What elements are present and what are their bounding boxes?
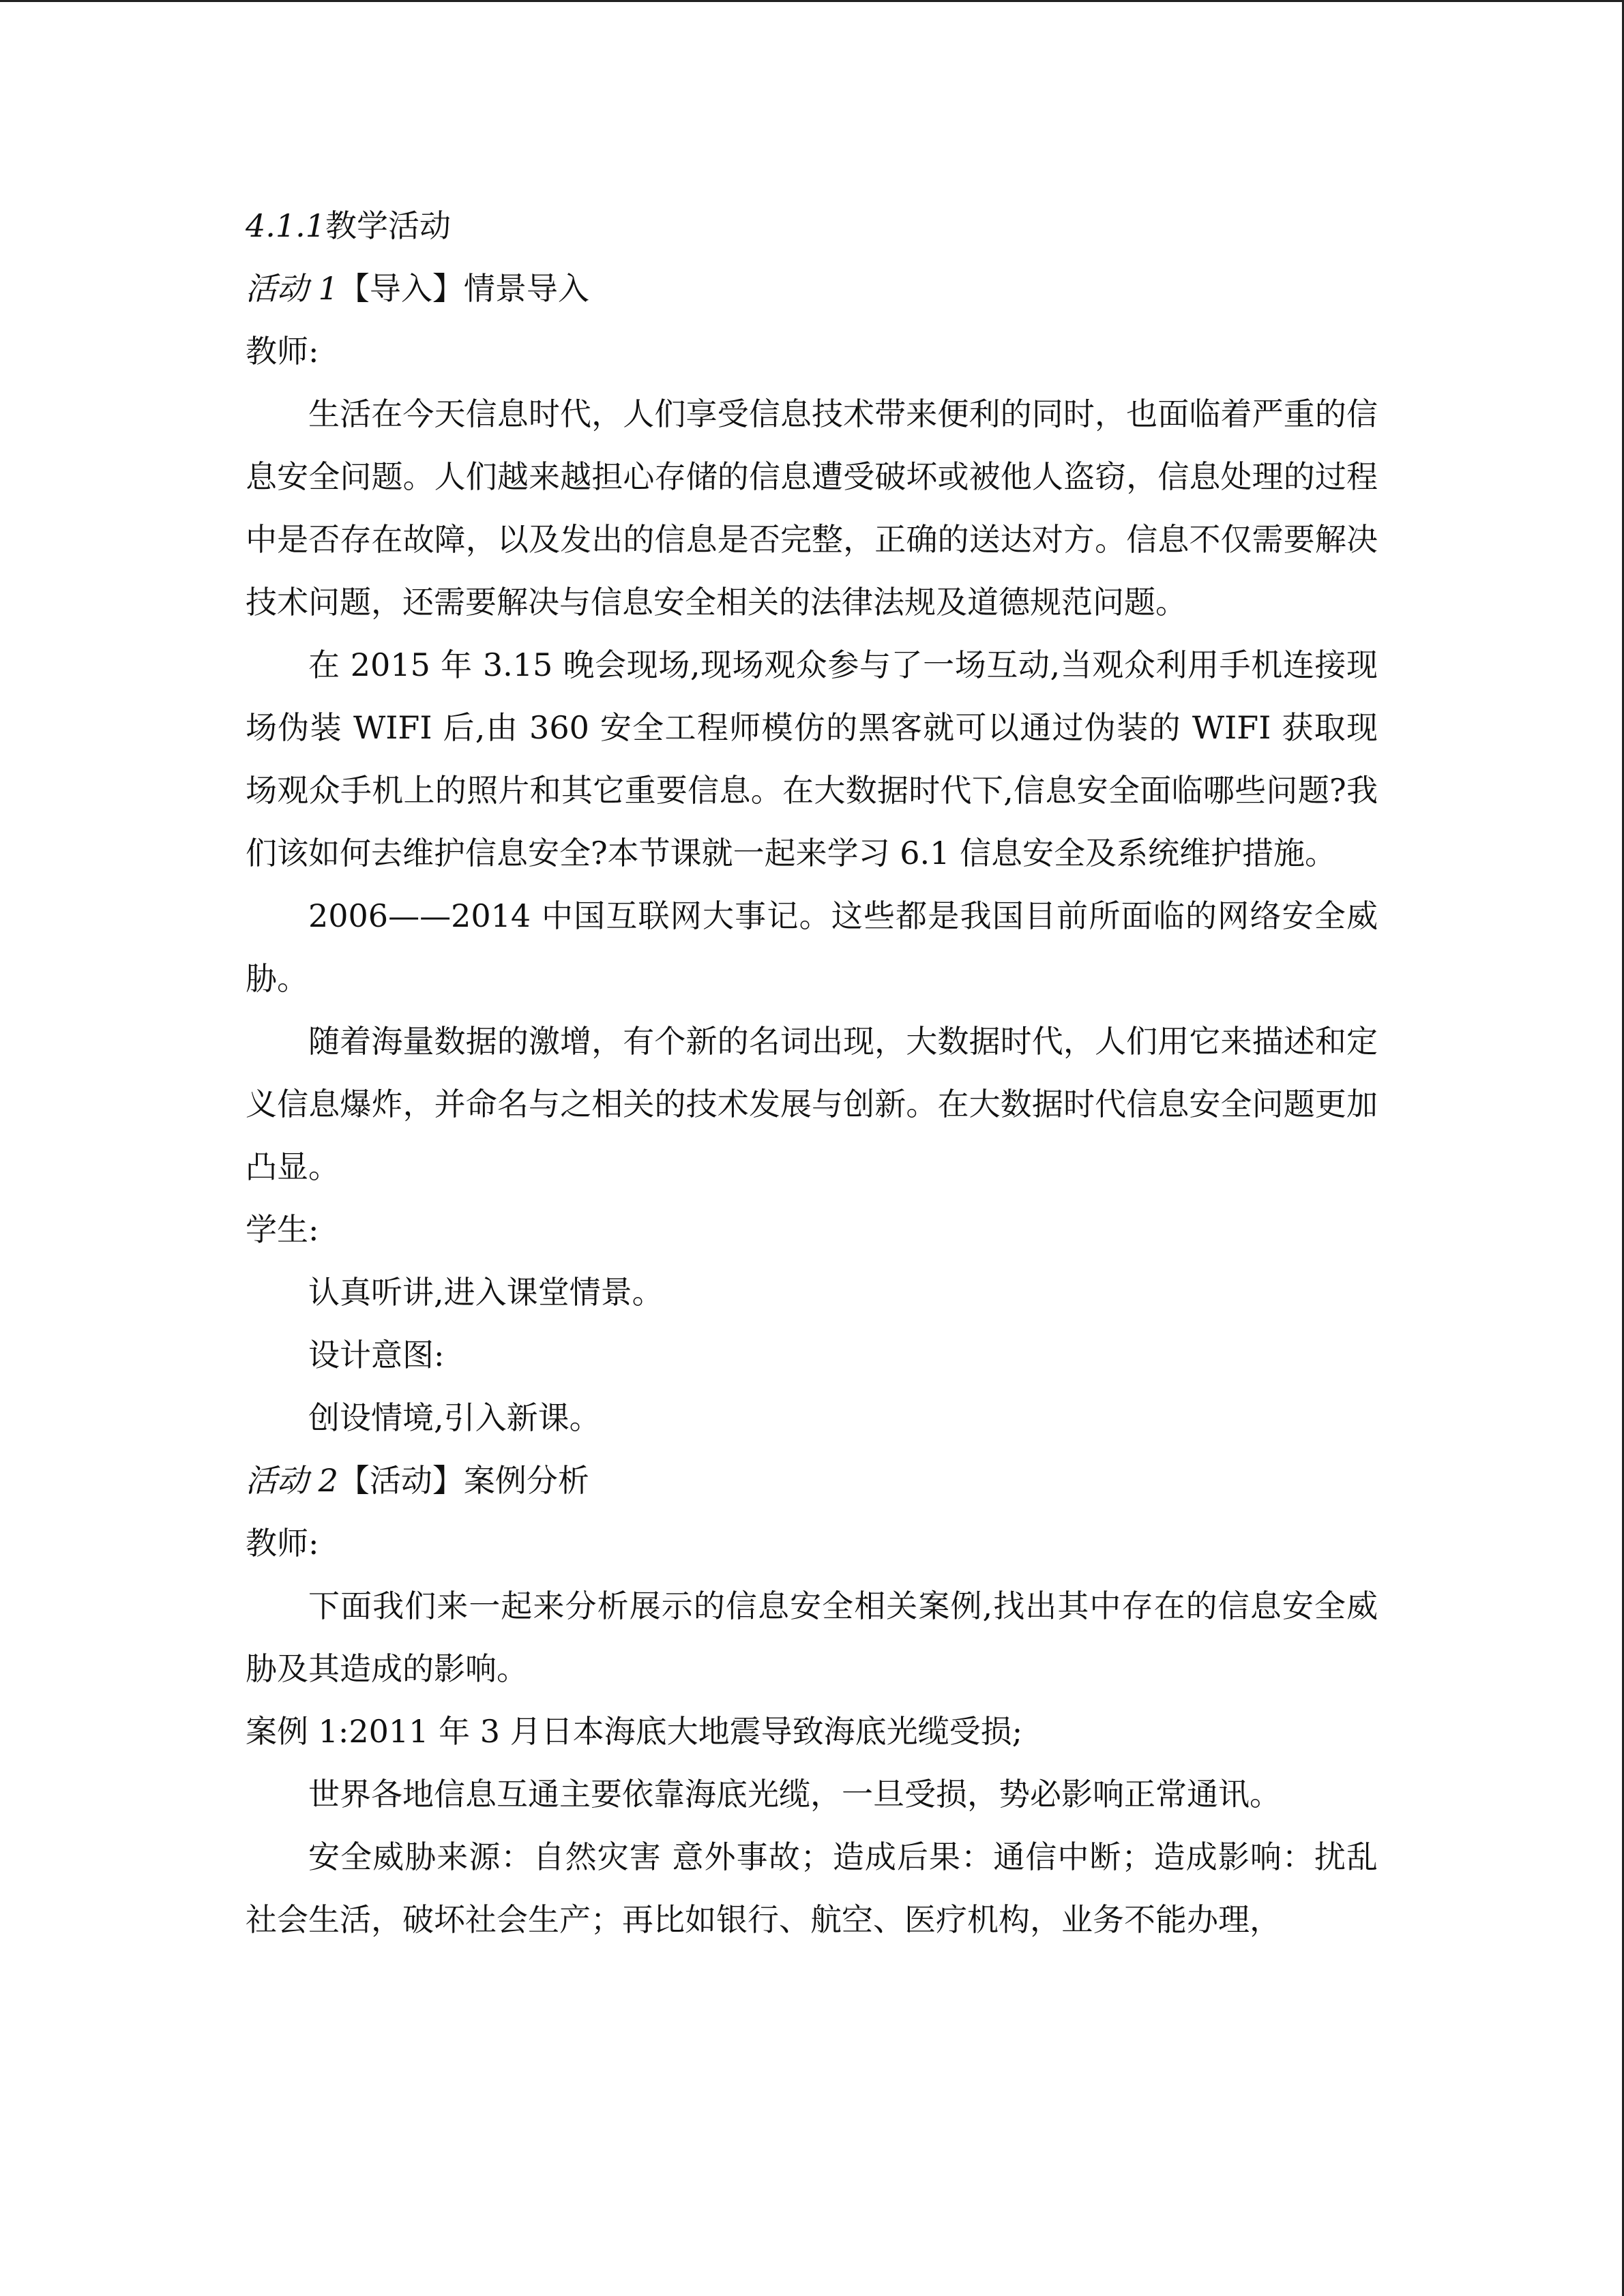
paragraph-intro: 生活在今天信息时代，人们享受信息技术带来便利的同时，也面临着严重的信息安全问题。人们越来越担心存储的信息遭受破坏或被他人盗窃，信息处理的过程中是否存在故障，以及发出的信息是否完整，正确的送达对方。信息不仅需要解决技术问题，还需要解决与信息安全相关的法律法规及道德规范问题。 — [246, 396, 1378, 621]
teacher-label: 教师: — [246, 1525, 319, 1562]
section-heading — [246, 194, 1378, 257]
paragraph-undersea-cable: 世界各地信息互通主要依靠海底光缆，一旦受损，势必影响正常通讯。 — [308, 1776, 1281, 1813]
paragraph-case-intro: 下面我们来一起来分析展示的信息安全相关案例,找出其中存在的信息安全威胁及其造成的影响。 — [246, 1587, 1378, 1687]
section-title: 教学活动 — [325, 207, 452, 244]
activity-2-tag: 【活动】 — [338, 1462, 464, 1499]
case-1-title: 案例 1:2011 年 3 月日本海底大地震导致海底光缆受损; — [246, 1713, 1023, 1750]
paragraph-threat-source: 安全威胁来源：自然灾害 意外事故；造成后果：通信中断；造成影响：扰乱社会生活，破坏社会生产；再比如银行、航空、医疗机构，业务不能办理， — [246, 1838, 1378, 1938]
activity-1-number: 活动 1 — [246, 270, 338, 307]
paragraph-internet-events: 2006——2014 中国互联网大事记。这些都是我国目前所面临的网络安全威胁。 — [246, 897, 1378, 997]
section-number: 4.1.1 — [246, 207, 326, 244]
design-intent-text: 创设情境,引入新课。 — [308, 1399, 601, 1436]
student-text: 认真听讲,进入课堂情景。 — [308, 1274, 664, 1311]
activity-2-title: 案例分析 — [463, 1462, 589, 1499]
document-body — [246, 194, 1378, 1951]
activity-1-title: 情景导入 — [463, 270, 589, 307]
activity-1-tag: 【导入】 — [338, 270, 464, 307]
activity-2-heading — [246, 1449, 1378, 1512]
paragraph-big-data: 随着海量数据的激增，有个新的名词出现，大数据时代，人们用它来描述和定义信息爆炸，并命名与之相关的技术发展与创新。在大数据时代信息安全问题更加凸显。 — [246, 1023, 1378, 1185]
activity-1-heading — [246, 257, 1378, 320]
paragraph-315-gala: 在 2015 年 3.15 晚会现场,现场观众参与了一场互动,当观众利用手机连接现场伪装 WIFI 后,由 360 安全工程师模仿的黑客就可以通过伪装的 WIFI 获取现场观众手机上的照片和其它重要信息。在大数据时代下,信息安全面临哪些问题?我们该如何去维护信息安全?本节课就一起来学习 6.1 信息安全及系统维护措施。 — [246, 646, 1378, 871]
student-label: 学生: — [246, 1211, 319, 1248]
teacher-label: 教师: — [246, 333, 319, 370]
activity-2-number: 活动 2 — [246, 1462, 338, 1499]
design-intent-label: 设计意图: — [308, 1337, 445, 1373]
